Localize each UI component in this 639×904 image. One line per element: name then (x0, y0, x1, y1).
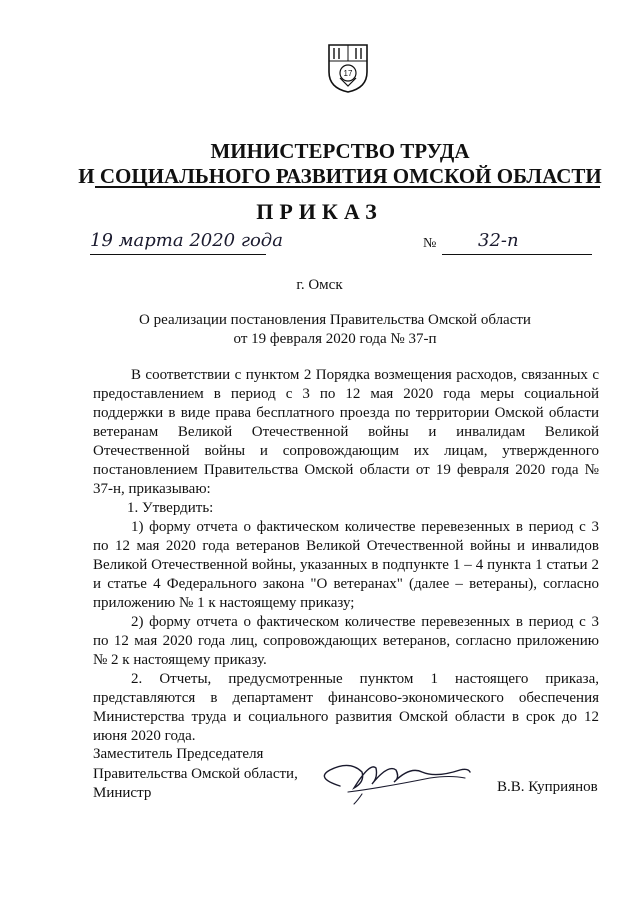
subject-line2: от 19 февраля 2020 года № 37-п (233, 331, 437, 347)
body-intro-paragraph: В соответствии с пунктом 2 Порядка возмещения расходов, связанных с предоставлением в период с 3 по 12 мая 2020 года меры социальной поддержки в виде права бесплатного проезда по территории Омской области ветеранам Великой Отечественной войны и инвалидам Великой Отечественной войны и сопровождающим их лицам, утвержденного постановлением Правительства Омской области от 19 февраля 2020 года № 37-н, приказываю: (93, 367, 599, 497)
emblem-label: 17 (343, 69, 353, 78)
handwritten-number: 32-п (478, 230, 519, 251)
date-underline (90, 254, 266, 255)
body-item-1-2: 2) форму отчета о фактическом количестве перевезенных в период с 3 по 12 мая 2020 года лиц, сопровождающих ветеранов, согласно приложению № 2 к настоящему приказу. (93, 614, 599, 668)
body-item-2: 2. Отчеты, предусмотренные пунктом 1 настоящего приказа, представляются в департамент финансово-экономического обеспечения Министерства труда и социального развития Омской области в срок до 12 июня 2020 года. (93, 671, 599, 744)
handwritten-date: 19 марта 2020 года (90, 230, 283, 251)
body-item-1-1: 1) форму отчета о фактическом количестве перевезенных в период с 3 по 12 мая 2020 года ветеранов Великой Отечественной войны и инвалидов Великой Отечественной войны, указанных в подпункте 1 – 4 пункта 1 статьи 2 и статье 4 Федерального закона "О ветеранах" (далее – ветераны), согласно приложению № 1 к настоящему приказу; (93, 519, 599, 611)
subject-line1: О реализации постановления Правительства Омской области (139, 312, 531, 328)
signatory-position (93, 745, 298, 804)
omsk-region-coat-of-arms-icon (326, 42, 370, 94)
body-item-1: 1. Утвердить: (127, 500, 214, 516)
signatory-position-line3: Министр (93, 785, 152, 801)
document-body (93, 366, 599, 746)
signatory-position-line2: Правительства Омской области, (93, 765, 298, 782)
city-label: г. Омск (296, 277, 343, 293)
document-type-title: ПРИКАЗ (256, 199, 383, 224)
handwritten-signature (310, 748, 480, 808)
ministry-title-line2: И СОЦИАЛЬНОГО РАЗВИТИЯ ОМСКОЙ ОБЛАСТИ (78, 164, 602, 188)
header-divider (95, 186, 600, 188)
signatory-position-line1: Заместитель Председателя (93, 746, 264, 762)
ministry-title-line1: МИНИСТЕРСТВО ТРУДА (210, 139, 470, 163)
number-underline (442, 254, 592, 255)
document-subject (95, 311, 575, 349)
number-sign: № (423, 236, 437, 251)
signatory-name: В.В. Куприянов (497, 779, 598, 795)
